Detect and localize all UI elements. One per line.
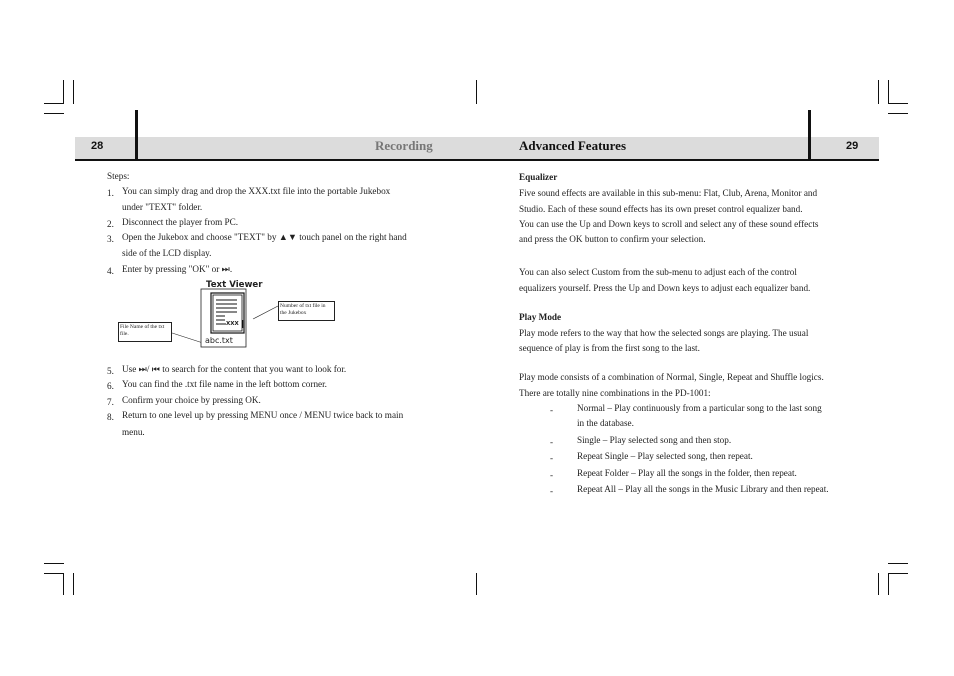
steps-label: Steps: — [107, 171, 130, 181]
left-section-title: Recording — [375, 138, 433, 153]
left-page-number: 28 — [91, 140, 104, 152]
callout-file-name: File Name of the txt file. — [118, 322, 172, 342]
viewer-file-label: XXX — [226, 321, 239, 327]
equalizer-heading: Equalizer — [519, 172, 558, 182]
right-section-title: Advanced Features — [519, 138, 627, 153]
right-page-number: 29 — [846, 140, 859, 152]
callout-file-count: Number of txt file in the Jukebox — [278, 301, 335, 321]
page-header — [75, 110, 879, 160]
viewer-title: Text Viewer — [206, 280, 263, 290]
playmode-heading: Play Mode — [519, 312, 562, 322]
viewer-filename: abc.txt — [205, 336, 233, 345]
